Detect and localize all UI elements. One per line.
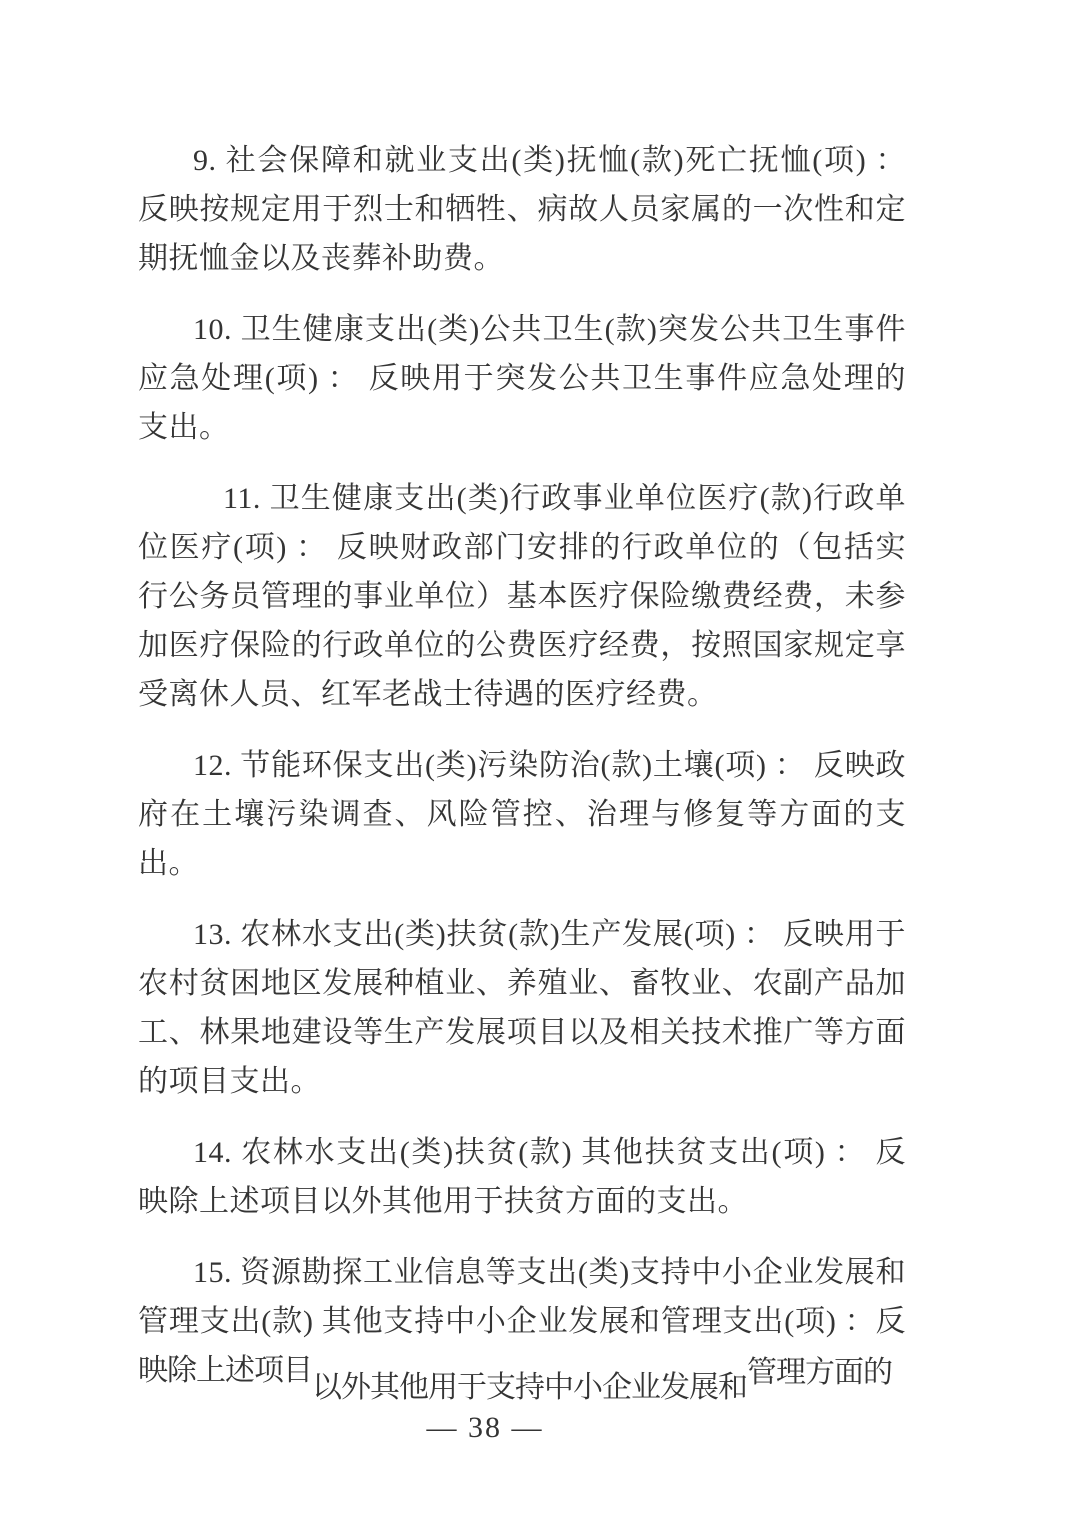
paragraph-15-line-1: 15. 资源勘探工业信息等支出(类)支持中小企业发展和 (193, 1256, 906, 1289)
paragraph-15 (138, 1248, 906, 1404)
paragraph-14: 14. 农林水支出(类)扶贫(款) 其他扶贫支出(项) ： 反映除上述项目以外其他用于扶贫方面的支出。 (138, 1136, 906, 1218)
paragraph-9: 9. 社会保障和就业支出(类)抚恤(款)死亡抚恤(项) ： 反映按规定用于烈士和牺牲、病故人员家属的一次性和定期抚恤金以及丧葬补助费。 (138, 144, 906, 275)
paragraph-15-warped-line (138, 1346, 906, 1404)
warped-segment-a: 映除上述项目 (138, 1354, 312, 1387)
warped-segment-b: 以外其他用于支持中小企业发展和 (312, 1371, 747, 1404)
paragraph-13: 13. 农林水支出(类)扶贫(款)生产发展(项) ： 反映用于农村贫困地区发展种植业、养殖业、畜牧业、农副产品加工、林果地建设等生产发展项目以及相关技术推广等方面的项目支出。 (138, 918, 906, 1098)
warped-segment-c: 管理方面的 (747, 1356, 892, 1389)
paragraph-10: 10. 卫生健康支出(类)公共卫生(款)突发公共卫生事件应急处理(项) ： 反映用于突发公共卫生事件应急处理的支出。 (138, 313, 906, 444)
paragraph-11: 11. 卫生健康支出(类)行政事业单位医疗(款)行政单位医疗(项) ： 反映财政部门安排的行政单位的（包括实行公务员管理的事业单位）基本医疗保险缴费经费，未参加医疗保险的行政单位的公费医疗经费，按照国家规定享受离休人员、红军老战士待遇的医疗经费。 (138, 482, 906, 711)
paragraph-15-line-2: 管理支出(款) 其他支持中小企业发展和管理支出(项) ：反 (138, 1305, 906, 1338)
page-number: — 38 — (426, 1411, 544, 1444)
paragraph-12: 12. 节能环保支出(类)污染防治(款)土壤(项) ： 反映政府在土壤污染调查、风险管控、治理与修复等方面的支出。 (138, 749, 906, 880)
